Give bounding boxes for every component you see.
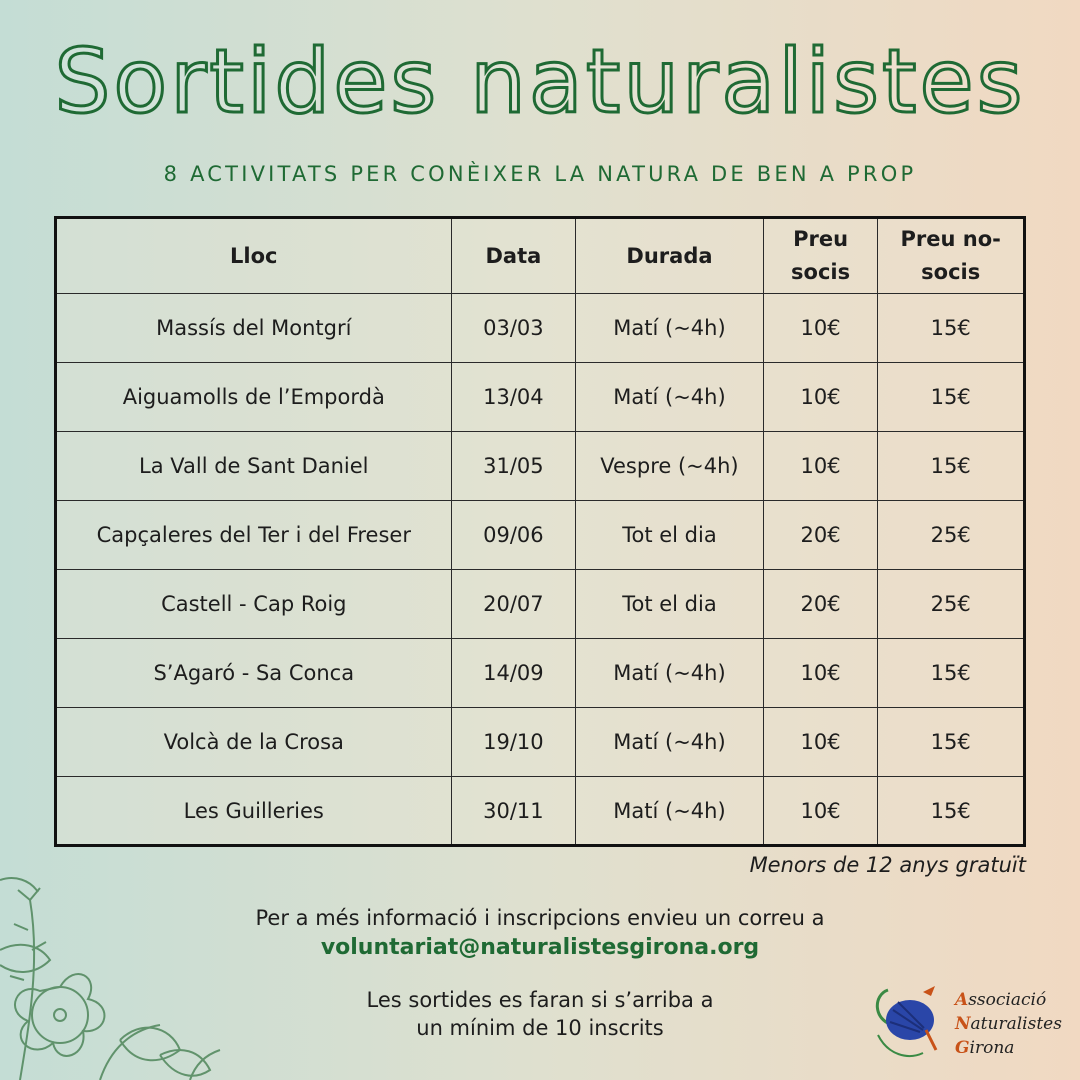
- association-logo-text: [955, 988, 1062, 1060]
- table-row: [56, 294, 1025, 363]
- logo-line-3: [955, 1036, 1062, 1060]
- cell-preu-socis: 10€: [763, 294, 878, 363]
- cell-preu-socis: 10€: [763, 432, 878, 501]
- cell-preu-no-socis: 15€: [878, 639, 1025, 708]
- cell-preu-no-socis: 15€: [878, 294, 1025, 363]
- cell-durada: Matí (~4h): [576, 363, 763, 432]
- cell-durada: Matí (~4h): [576, 294, 763, 363]
- header-lloc: Lloc: [56, 218, 452, 294]
- logo-rest-3: irona: [969, 1038, 1015, 1058]
- header-preu-socis: [763, 218, 878, 294]
- cell-preu-no-socis: 25€: [878, 501, 1025, 570]
- cell-durada: Matí (~4h): [576, 777, 763, 846]
- cell-lloc: Castell - Cap Roig: [56, 570, 452, 639]
- cell-lloc: Capçaleres del Ter i del Freser: [56, 501, 452, 570]
- table-header-row: [56, 218, 1025, 294]
- logo-initial-a: A: [955, 990, 969, 1010]
- cell-data: 30/11: [451, 777, 576, 846]
- cell-durada: Matí (~4h): [576, 708, 763, 777]
- cell-preu-socis: 10€: [763, 708, 878, 777]
- cell-preu-no-socis: 15€: [878, 363, 1025, 432]
- logo-initial-n: N: [955, 1014, 971, 1034]
- cell-data: 31/05: [451, 432, 576, 501]
- cell-lloc: Volcà de la Crosa: [56, 708, 452, 777]
- cell-lloc: S’Agaró - Sa Conca: [56, 639, 452, 708]
- table-row: [56, 363, 1025, 432]
- info-text: Per a més informació i inscripcions envieu un correu a: [255, 906, 825, 930]
- header-preu-no-socis-line1: Preu no-: [900, 227, 1001, 251]
- cell-preu-no-socis: 15€: [878, 432, 1025, 501]
- cell-preu-socis: 10€: [763, 363, 878, 432]
- logo-line-1: [955, 988, 1062, 1012]
- table-row: [56, 639, 1025, 708]
- page-title: Sortides naturalistes: [54, 30, 1026, 133]
- table-row: [56, 501, 1025, 570]
- header-preu-no-socis-line2: socis: [921, 260, 981, 284]
- table-row: [56, 777, 1025, 846]
- conditions-line2: un mínim de 10 inscrits: [416, 1016, 664, 1040]
- table-row: [56, 570, 1025, 639]
- cell-preu-socis: 10€: [763, 639, 878, 708]
- cell-durada: Tot el dia: [576, 570, 763, 639]
- header-preu-socis-line1: Preu: [793, 227, 849, 251]
- cell-preu-no-socis: 15€: [878, 708, 1025, 777]
- cell-data: 09/06: [451, 501, 576, 570]
- logo-line-2: [955, 1012, 1062, 1036]
- conditions-line1: Les sortides es faran si s’arriba a: [366, 988, 714, 1012]
- cell-durada: Tot el dia: [576, 501, 763, 570]
- header-durada: Durada: [576, 218, 763, 294]
- logo-rest-2: aturalistes: [970, 1014, 1062, 1034]
- logo-initial-g: G: [955, 1038, 970, 1058]
- cell-lloc: Les Guilleries: [56, 777, 452, 846]
- table-row: [56, 432, 1025, 501]
- cell-preu-socis: 20€: [763, 501, 878, 570]
- header-data: Data: [451, 218, 576, 294]
- header-preu-no-socis: [878, 218, 1025, 294]
- email-link[interactable]: voluntariat@naturalistesgirona.org: [320, 935, 760, 960]
- cell-data: 03/03: [451, 294, 576, 363]
- page-subtitle: 8 ACTIVITATS PER CONÈIXER LA NATURA DE BEN A PROP: [163, 162, 917, 186]
- flower-illustration-icon: [0, 840, 230, 1080]
- table-row: [56, 708, 1025, 777]
- cell-preu-no-socis: 25€: [878, 570, 1025, 639]
- cell-preu-socis: 10€: [763, 777, 878, 846]
- cell-lloc: Massís del Montgrí: [56, 294, 452, 363]
- cell-preu-socis: 20€: [763, 570, 878, 639]
- cell-data: 19/10: [451, 708, 576, 777]
- cell-durada: Matí (~4h): [576, 639, 763, 708]
- cell-preu-no-socis: 15€: [878, 777, 1025, 846]
- cell-data: 20/07: [451, 570, 576, 639]
- cell-data: 13/04: [451, 363, 576, 432]
- age-note: Menors de 12 anys gratuït: [749, 853, 1026, 877]
- logo-rest-1: ssociació: [968, 990, 1047, 1010]
- cell-data: 14/09: [451, 639, 576, 708]
- cell-lloc: La Vall de Sant Daniel: [56, 432, 452, 501]
- cell-lloc: Aiguamolls de l’Empordà: [56, 363, 452, 432]
- activities-table: [54, 216, 1026, 847]
- cell-durada: Vespre (~4h): [576, 432, 763, 501]
- header-preu-socis-line2: socis: [791, 260, 851, 284]
